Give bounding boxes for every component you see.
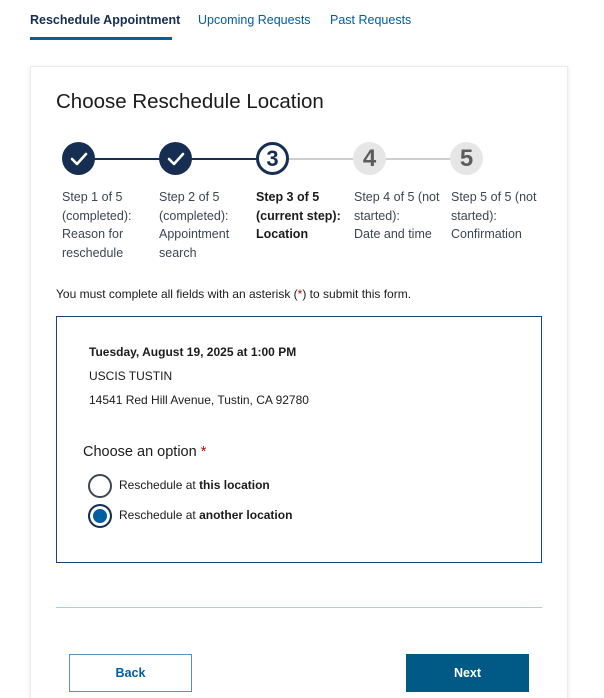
- step-2-line: (completed):: [159, 208, 229, 223]
- step-3-line: (current step):: [256, 208, 341, 223]
- radio-label-another-location[interactable]: [119, 508, 292, 522]
- step-5-label: [451, 188, 547, 244]
- tab-past-requests[interactable]: Past Requests: [330, 13, 412, 27]
- required-asterisk: *: [200, 444, 207, 460]
- checkmark-icon: [70, 152, 88, 166]
- page-title: Choose Reschedule Location: [56, 90, 324, 113]
- step-5-line: started):: [451, 208, 497, 223]
- step-1-indicator: [62, 142, 95, 175]
- step-2-line: Appointment: [159, 227, 230, 241]
- step-5-line: Step 5 of 5 (not: [451, 190, 537, 204]
- radio-label-this-location[interactable]: [119, 478, 270, 492]
- radio-label-emphasis: another location: [199, 508, 293, 522]
- radio-another-location[interactable]: [88, 504, 112, 528]
- checkmark-icon: [167, 152, 185, 166]
- step-3-label: [256, 188, 356, 244]
- tab-reschedule-appointment[interactable]: Reschedule Appointment: [30, 13, 181, 27]
- appointment-date-time: Tuesday, August 19, 2025 at 1:00 PM: [89, 345, 297, 359]
- radio-this-location[interactable]: [88, 474, 112, 498]
- step-2-line: search: [159, 245, 197, 260]
- step-4-line: Step 4 of 5 (not: [354, 190, 440, 204]
- step-5-line: Confirmation: [451, 227, 522, 241]
- legend-text: Choose an option: [83, 444, 197, 460]
- active-tab-indicator: [30, 37, 172, 40]
- step-4-line: started):: [354, 208, 400, 223]
- step-2-label: [159, 188, 253, 262]
- step-3-indicator: 3: [256, 142, 289, 175]
- step-1-line: reschedule: [62, 245, 124, 260]
- choose-option-legend: [83, 444, 206, 460]
- next-button[interactable]: Next: [406, 654, 529, 692]
- step-4-label: [354, 188, 450, 244]
- required-asterisk: *: [297, 287, 303, 301]
- radio-label-prefix: Reschedule at: [119, 508, 200, 522]
- step-1-line: (completed):: [62, 208, 132, 223]
- step-3-line: Location: [256, 227, 309, 241]
- section-divider: [56, 607, 542, 608]
- step-1-line: Step 1 of 5: [62, 190, 123, 204]
- radio-label-emphasis: this location: [199, 478, 270, 492]
- tab-bar: [0, 0, 604, 40]
- step-5-indicator: 5: [450, 142, 483, 175]
- required-note-text: ) to submit this form.: [302, 287, 412, 301]
- required-note-text: You must complete all fields with an asterisk (: [56, 287, 298, 301]
- step-1-label: [62, 188, 156, 262]
- appointment-office: USCIS TUSTIN: [89, 369, 173, 383]
- tab-upcoming-requests[interactable]: Upcoming Requests: [198, 13, 311, 27]
- required-fields-note: [56, 287, 411, 301]
- step-2-line: Step 2 of 5: [159, 190, 220, 204]
- radio-label-prefix: Reschedule at: [119, 478, 200, 492]
- step-4-indicator: 4: [353, 142, 386, 175]
- appointment-address: 14541 Red Hill Avenue, Tustin, CA 92780: [89, 393, 309, 407]
- step-3-line: Step 3 of 5: [256, 190, 320, 204]
- step-4-line: Date and time: [354, 227, 432, 241]
- back-button[interactable]: Back: [69, 654, 192, 692]
- step-2-indicator: [159, 142, 192, 175]
- step-1-line: Reason for: [62, 227, 124, 241]
